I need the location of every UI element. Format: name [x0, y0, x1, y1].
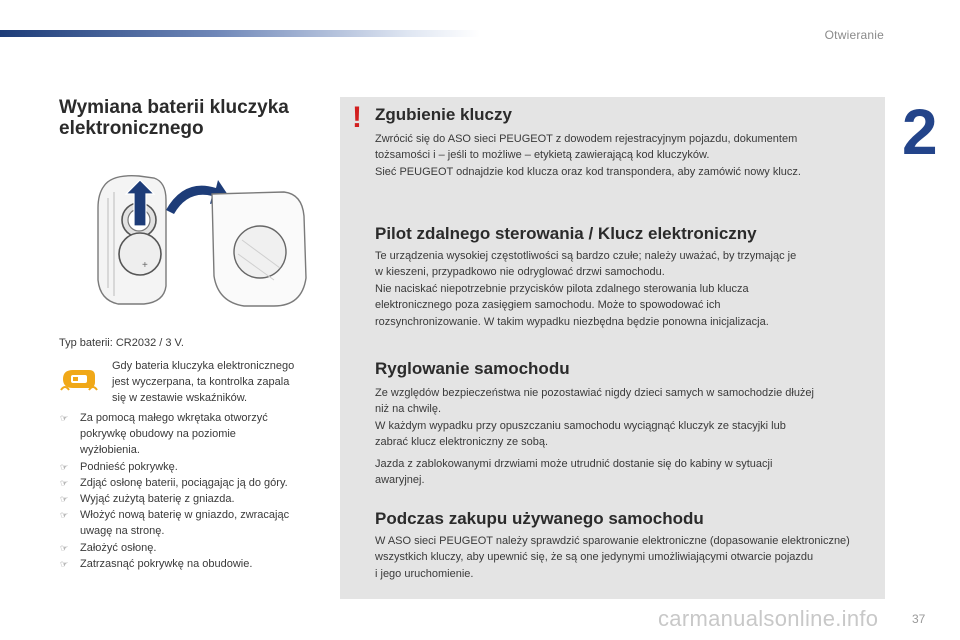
warning-line: jest wyczerpana, ta kontrolka zapala — [112, 376, 290, 388]
text-line: awaryjnej. — [375, 474, 425, 487]
text-line: W każdym wypadku przy opuszczaniu samochodu wyciągnąć kluczyk ze stacyjki lub — [375, 419, 786, 432]
list-item — [59, 540, 334, 556]
section-name: Otwieranie — [824, 28, 884, 42]
step-line: uwagę na stronę. — [80, 525, 165, 538]
text-line: tożsamości i – jeśli to możliwe – etykietą zawierającą kod kluczyków. — [375, 149, 710, 162]
text-line: Sieć PEUGEOT odnajdzie kod klucza oraz kod transpondera, aby zamówić nowy klucz. — [375, 165, 801, 178]
left-title — [59, 97, 329, 139]
pointer-bullet-icon: ☞ — [60, 461, 69, 472]
used-car-text — [375, 533, 875, 582]
battery-warning-note — [59, 358, 329, 408]
section-title-used-car: Podczas zakupu używanego samochodu — [375, 509, 704, 528]
list-item — [59, 459, 334, 475]
text-line: w kieszeni, przypadkowo nie odryglować drzwi samochodu. — [375, 266, 665, 279]
watermark: carmanualsonline.info — [658, 606, 879, 631]
remote-control-text — [375, 248, 875, 330]
left-title-line: Wymiana baterii kluczyka — [59, 97, 289, 118]
text-line: Jazda z zablokowanymi drzwiami może utrudnić dostanie się do kabiny w sytuacji — [375, 457, 773, 470]
step-line: Podnieść pokrywkę. — [80, 460, 178, 473]
header-gradient-bar — [0, 30, 480, 37]
step-line: Włożyć nową baterię w gniazdo, zwracając — [80, 509, 290, 522]
step-line: wyżłobienia. — [80, 444, 140, 457]
text-line: W ASO sieci PEUGEOT należy sprawdzić sparowanie elektroniczne (dopasowanie elektroniczne) — [375, 535, 850, 547]
pointer-bullet-icon: ☞ — [60, 494, 69, 505]
text-line: zabrać klucz elektroniczny ze sobą. — [375, 436, 549, 449]
list-item — [59, 410, 334, 459]
section-title-lost-keys: Zgubienie kluczy — [375, 105, 512, 124]
section-title-locking: Ryglowanie samochodu — [375, 359, 570, 378]
text-line: rozsynchronizowanie. W takim wypadku niezbędna będzie ponowna inicjalizacja. — [375, 315, 769, 328]
text-line: wszystkich kluczy, aby upewnić się, że są one jedynymi umożliwiającymi otwarcie pojazdu — [375, 551, 814, 564]
key-battery-illustration — [84, 168, 314, 310]
step-line: Za pomocą małego wkrętaka otworzyć — [80, 412, 268, 424]
text-line: Te urządzenia wysokiej częstotliwości są bardzo czułe; należy uważać, by trzymając je — [375, 250, 797, 262]
list-item — [59, 491, 334, 507]
text-line: Ze względów bezpieczeństwa nie pozostawiać nigdy dzieci samych w samochodzie dłużej — [375, 387, 814, 399]
warning-line: Gdy bateria kluczyka elektronicznego — [112, 360, 295, 372]
list-item — [59, 556, 334, 572]
step-line: pokrywkę obudowy na poziomie — [80, 428, 236, 441]
warning-exclamation-icon: ! — [352, 101, 362, 134]
list-item — [59, 507, 334, 539]
pointer-bullet-icon: ☞ — [60, 477, 69, 488]
pointer-bullet-icon: ☞ — [60, 413, 69, 423]
pointer-bullet-icon: ☞ — [60, 542, 69, 553]
section-title-remote-control: Pilot zdalnego sterowania / Klucz elektroniczny — [375, 224, 757, 243]
list-item — [59, 475, 334, 491]
svg-text:+: + — [142, 260, 148, 271]
text-line: i jego uruchomienie. — [375, 567, 474, 580]
text-line: Zwrócić się do ASO sieci PEUGEOT z dowodem rejestracyjnym pojazdu, dokumentem — [375, 133, 798, 145]
chapter-number: 2 — [902, 96, 938, 168]
left-title-line: elektronicznego — [59, 118, 204, 139]
battery-type-text: Typ baterii: CR2032 / 3 V. — [59, 337, 184, 349]
low-battery-key-icon — [59, 366, 99, 392]
step-line: Wyjąć zużytą baterię z gniazda. — [80, 493, 235, 506]
battery-warning-text — [112, 358, 327, 406]
pointer-bullet-icon: ☞ — [60, 510, 69, 521]
battery-slot-shape — [119, 233, 161, 275]
page-number: 37 — [912, 612, 926, 626]
battery-steps-list — [59, 410, 334, 572]
step-line: Założyć osłonę. — [80, 541, 157, 554]
step-line: Zdjąć osłonę baterii, pociągając ją do góry. — [80, 476, 288, 489]
text-line: niż na chwilę. — [375, 403, 442, 416]
step-line: Zatrzasnąć pokrywkę na obudowie. — [80, 557, 253, 570]
locking-text — [375, 385, 875, 488]
text-line: Nie naciskać niepotrzebnie przycisków pilota zdalnego sterowania lub klucza — [375, 282, 749, 295]
lost-keys-text — [375, 131, 875, 180]
text-line: elektronicznego poza zasięgiem samochodu. Może to spowodować ich — [375, 299, 721, 312]
pointer-bullet-icon: ☞ — [60, 558, 69, 569]
warning-line: się w zestawie wskaźników. — [112, 392, 248, 404]
